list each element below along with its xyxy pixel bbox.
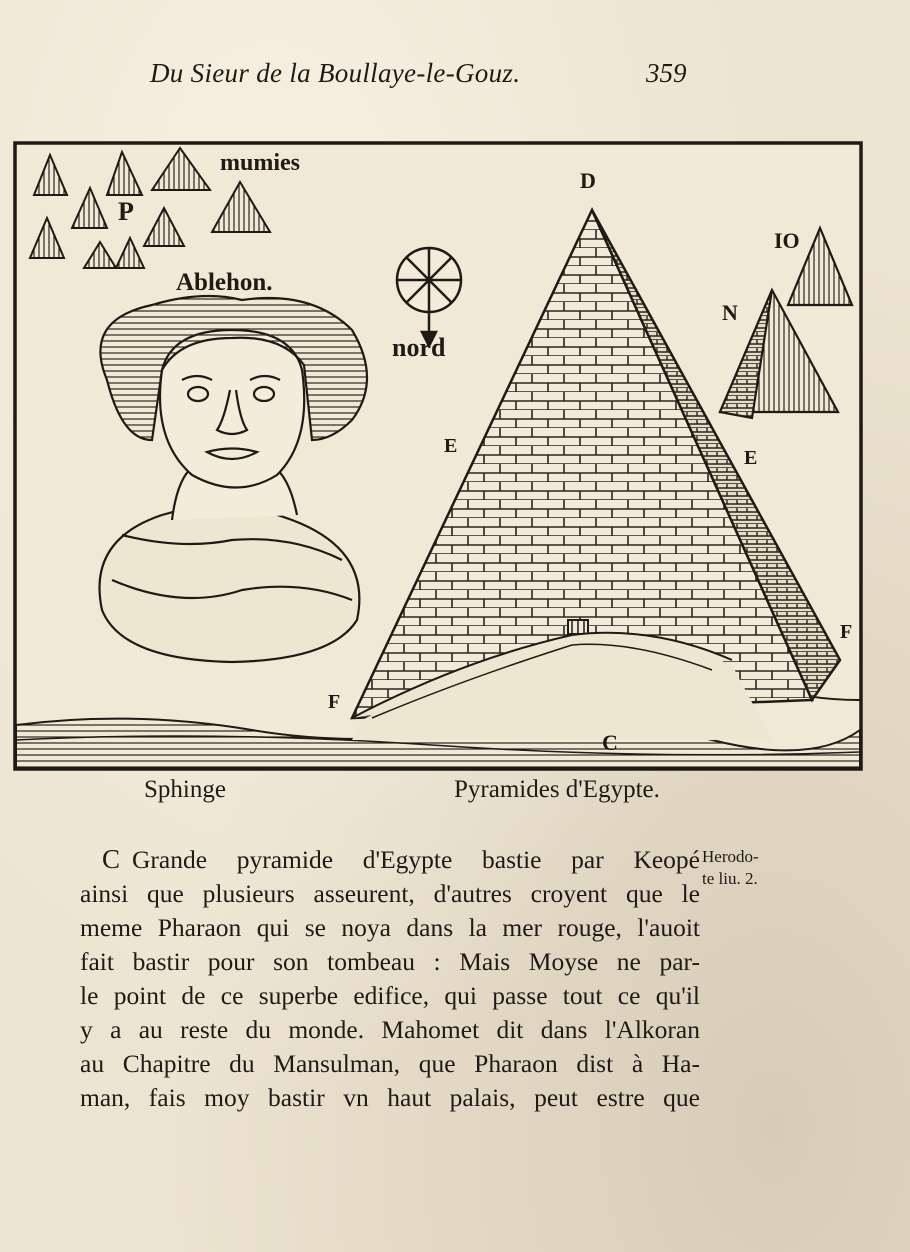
text-line: y a au reste du monde. Mahomet dit dans l'Alkoran bbox=[80, 1015, 700, 1044]
drop-letter: C bbox=[102, 844, 121, 874]
woodcut-svg bbox=[12, 140, 864, 772]
text-line: au Chapitre du Mansulman, que Pharaon dist à Ha- bbox=[80, 1049, 700, 1078]
caption-sphinge: Sphinge bbox=[144, 776, 226, 803]
text-line: le point de ce superbe edifice, qui passe tout ce qu'il bbox=[80, 981, 700, 1010]
label-f-left: F bbox=[328, 691, 341, 713]
label-e-right: E bbox=[744, 447, 758, 469]
label-d: D bbox=[580, 168, 596, 193]
margin-note-line: te liu. 2. bbox=[702, 869, 758, 888]
margin-note-line: Herodo- bbox=[702, 847, 759, 866]
label-c: C bbox=[602, 730, 618, 755]
running-head: Du Sieur de la Boullaye-le-Gouz. bbox=[150, 58, 521, 88]
caption-pyramides: Pyramides d'Egypte. bbox=[454, 776, 660, 803]
label-ablehon: Ablehon. bbox=[176, 269, 273, 296]
text-line: ainsi que plusieurs asseurent, d'autres croyent que le bbox=[80, 879, 700, 908]
woodcut-illustration bbox=[12, 140, 864, 772]
label-nord: nord bbox=[392, 333, 446, 362]
margin-note bbox=[702, 846, 782, 890]
label-n: N bbox=[722, 300, 738, 325]
label-p: P bbox=[118, 197, 134, 226]
text-line: meme Pharaon qui se noya dans la mer rouge, l'auoit bbox=[80, 913, 700, 942]
body-paragraph bbox=[80, 842, 700, 1115]
text-line: C Grande pyramide d'Egypte bastie par Keopé bbox=[102, 844, 700, 874]
label-mumies: mumies bbox=[220, 150, 300, 176]
label-f-right: F bbox=[840, 621, 853, 643]
page-number: 359 bbox=[646, 58, 687, 88]
label-e-left: E bbox=[444, 435, 458, 457]
label-io: IO bbox=[774, 228, 800, 253]
text-line: fait bastir pour son tombeau : Mais Moyse ne par- bbox=[80, 947, 700, 976]
text-line: man, fais moy bastir vn haut palais, peut estre que bbox=[80, 1083, 700, 1112]
